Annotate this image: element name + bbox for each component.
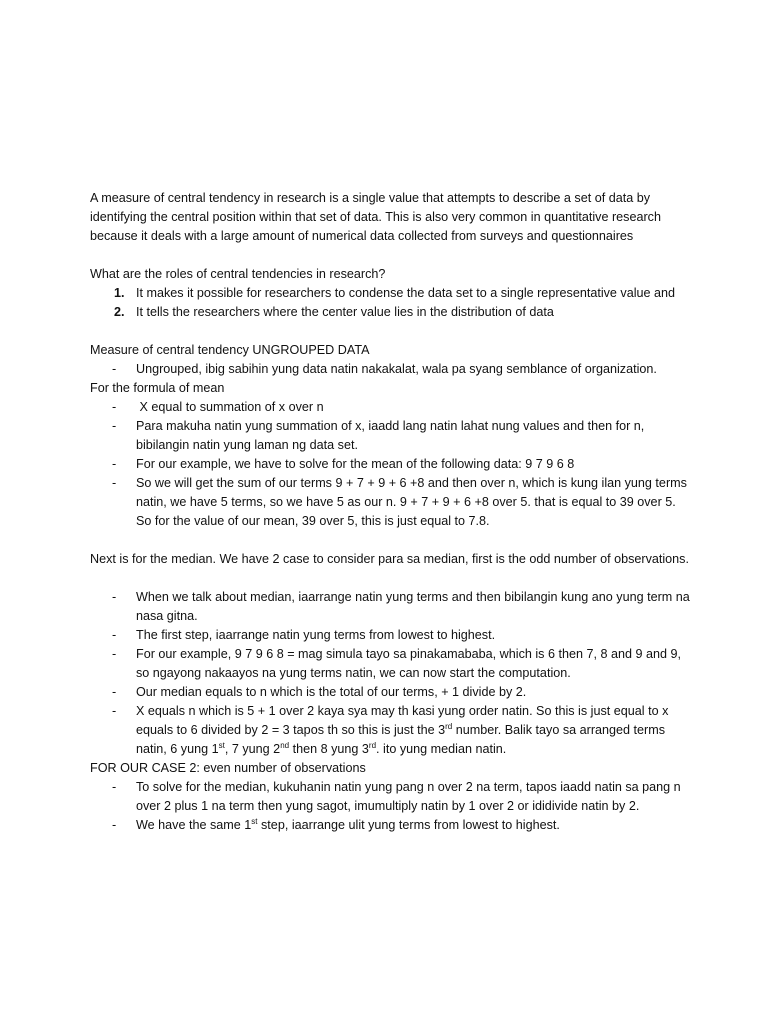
dash-bullet: -: [112, 400, 117, 414]
list-item: [90, 284, 690, 303]
ordinal-suffix: rd: [368, 740, 377, 750]
list-item-text: When we talk about median, iaarrange natin yung terms and then bibilangin kung ano yung term na nasa gitna.: [136, 590, 690, 623]
spacer: [90, 569, 690, 588]
list-item: [90, 303, 690, 322]
list-item: [90, 816, 690, 835]
intro-paragraph: A measure of central tendency in research is a single value that attempts to describe a set of data by identifying the central position within that set of data. This is also very common in quantitative research because it deals with a large amount of numerical data collected from surveys and questionnaires: [90, 191, 661, 243]
document-page: [90, 189, 690, 835]
ordinal-suffix: nd: [280, 740, 290, 750]
list-item-text: Ungrouped, ibig sabihin yung data natin nakakalat, wala pa syang semblance of organization.: [136, 362, 657, 376]
text-run: X equals n which is 5 + 1 over 2 kaya sya may th kasi yung order natin. So this is just equal to x equals to 6 divided by 2 = 3 tapos th so this is just the 3: [136, 704, 676, 737]
text-run: We have the same 1: [136, 818, 252, 832]
dash-bullet: -: [112, 628, 117, 642]
ungrouped-heading: Measure of central tendency UNGROUPED DATA: [90, 343, 370, 357]
list-item-text: It tells the researchers where the center value lies in the distribution of data: [136, 305, 554, 319]
text-run: , 7 yung 2: [224, 742, 281, 756]
ordinal-suffix: st: [251, 816, 258, 826]
list-item-text: The first step, iaarrange natin yung terms from lowest to highest.: [136, 628, 496, 642]
dash-bullet: -: [112, 590, 117, 604]
list-item: [90, 360, 690, 379]
dash-bullet: -: [112, 704, 117, 718]
list-item-text: To solve for the median, kukuhanin natin yung pang n over 2 na term, tapos iaadd natin sa pang n over 2 plus 1 na term then yung sagot, imumultiply natin by 1 over 2 or ididivide natin by 2.: [136, 780, 681, 813]
list-item: [90, 626, 690, 645]
text-run: then 8 yung 3: [289, 742, 369, 756]
mean-list: [90, 398, 690, 531]
dash-bullet: -: [112, 647, 117, 661]
list-item-text: Our median equals to n which is the total of our terms, + 1 divide by 2.: [136, 685, 527, 699]
dash-bullet: -: [112, 685, 117, 699]
list-number: 1.: [114, 286, 125, 300]
dash-bullet: -: [112, 476, 117, 490]
list-item: [90, 588, 690, 626]
dash-bullet: -: [112, 419, 117, 433]
list-item: [90, 398, 690, 417]
list-item: [90, 417, 690, 455]
list-item: [90, 778, 690, 816]
list-item: [90, 645, 690, 683]
roles-list: [90, 284, 690, 322]
list-item-text: [136, 704, 675, 756]
list-item: [90, 474, 690, 531]
dash-bullet: -: [112, 362, 117, 376]
spacer: [90, 246, 690, 265]
list-item-text: [136, 818, 560, 832]
dash-bullet: -: [112, 780, 117, 794]
text-run: step, iaarrange ulit yung terms from lowest to highest.: [257, 818, 560, 832]
list-item: [90, 683, 690, 702]
case2-list: [90, 778, 690, 835]
list-item: [90, 455, 690, 474]
ungrouped-list: [90, 360, 690, 379]
roles-question: What are the roles of central tendencies in research?: [90, 267, 386, 281]
ordinal-suffix: rd: [445, 721, 453, 731]
median-intro: Next is for the median. We have 2 case to consider para sa median, first is the odd number of observations.: [90, 552, 689, 566]
list-number: 2.: [114, 305, 125, 319]
list-item-text: It makes it possible for researchers to condense the data set to a single representative value and: [136, 286, 676, 300]
spacer: [90, 531, 690, 550]
list-item-text: For our example, we have to solve for the mean of the following data: 9 7 9 6 8: [136, 457, 575, 471]
case2-heading: FOR OUR CASE 2: even number of observations: [90, 761, 366, 775]
ordinal-suffix: st: [218, 740, 225, 750]
dash-bullet: -: [112, 457, 117, 471]
dash-bullet: -: [112, 818, 117, 832]
median-list: [90, 588, 690, 759]
list-item-text: X equal to summation of x over n: [136, 400, 324, 414]
text-run: . ito yung median natin.: [376, 742, 507, 756]
list-item: [90, 702, 690, 759]
mean-heading: For the formula of mean: [90, 381, 225, 395]
text-run: number. Balik tayo sa arranged terms natin, 6 yung 1: [136, 723, 669, 756]
list-item-text: So we will get the sum of our terms 9 + 7 + 9 + 6 +8 and then over n, which is kung ilan yung terms natin, we have 5 terms, so we have 5 as our n. 9 + 7 + 9 + 6 +8 over 5. that is equal to 39 over 5. So for the value of our mean, 39 over 5, this is just equal to 7.8.: [136, 476, 687, 528]
list-item-text: For our example, 9 7 9 6 8 = mag simula tayo sa pinakamababa, which is 6 then 7, 8 and 9 and 9, so ngayong nakaayos na yung terms natin, we can now start the computation.: [136, 647, 682, 680]
list-item-text: Para makuha natin yung summation of x, iaadd lang natin lahat nung values and then for n, bibilangin natin yung laman ng data set.: [136, 419, 645, 452]
spacer: [90, 322, 690, 341]
